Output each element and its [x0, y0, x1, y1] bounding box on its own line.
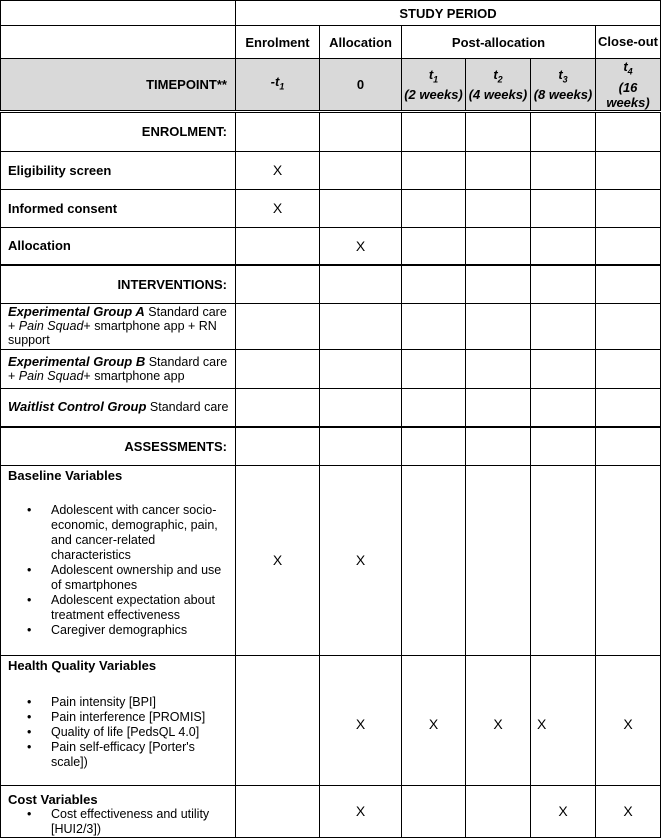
assessments-section-title: ASSESSMENTS:	[1, 427, 236, 465]
health-quality-variables-title: Health Quality Variables	[8, 657, 157, 673]
list-item: • Caregiver demographics	[1, 623, 235, 638]
timepoint-t1: $t_1$ (2 weeks)	[402, 59, 466, 112]
cost-variables-title: Cost Variables	[8, 791, 98, 807]
list-item: • Adolescent with cancer socio-economic, demographic, pain, and cancer-related characteristics	[1, 503, 235, 563]
blank-header-cell	[1, 1, 236, 26]
table-row	[1, 388, 661, 427]
table-row	[1, 227, 661, 265]
mark-cell	[596, 465, 661, 655]
baseline-variables-list	[1, 503, 235, 638]
mark-cell	[236, 785, 320, 837]
col-post-allocation: Post-allocation	[402, 26, 596, 59]
mark-cell: X	[531, 655, 596, 785]
mark-cell	[531, 227, 596, 265]
mark-cell	[531, 151, 596, 189]
list-item: • Adolescent ownership and use of smartphones	[1, 563, 235, 593]
mark-cell	[596, 189, 661, 227]
list-item: • Adolescent expectation about treatment effectiveness	[1, 593, 235, 623]
cost-variables-cell	[1, 785, 236, 837]
timepoint-alloc: 0	[320, 59, 402, 112]
mark-cell	[531, 465, 596, 655]
cost-variables-list	[1, 807, 235, 837]
mark-cell	[466, 227, 531, 265]
mark-cell: X	[466, 655, 531, 785]
col-enrolment: Enrolment	[236, 26, 320, 59]
mark-cell	[466, 785, 531, 837]
mark-cell: X	[596, 655, 661, 785]
mark-cell	[402, 151, 466, 189]
interventions-section-title: INTERVENTIONS:	[1, 265, 236, 303]
group-b-description: Experimental Group B Standard care + Pain Squad+ smartphone app	[1, 349, 236, 388]
timepoint-t4: $t_4$ (16 weeks)	[596, 59, 661, 112]
table-row	[1, 189, 661, 227]
mark-cell	[596, 227, 661, 265]
col-allocation: Allocation	[320, 26, 402, 59]
list-item: • Quality of life [PedsQL 4.0]	[1, 725, 235, 740]
mark-cell	[402, 189, 466, 227]
mark-cell: X	[402, 655, 466, 785]
mark-cell	[236, 655, 320, 785]
list-item: • Pain intensity [BPI]	[1, 695, 235, 710]
timepoint-label: TIMEPOINT**	[1, 59, 236, 112]
blank-header-cell	[1, 26, 236, 59]
health-quality-variables-cell	[1, 655, 236, 785]
enrolment-section-title: ENROLMENT:	[1, 111, 236, 151]
mark-cell	[236, 227, 320, 265]
mark-cell	[466, 189, 531, 227]
mark-cell	[402, 785, 466, 837]
mark-cell: X	[236, 189, 320, 227]
table-row	[1, 349, 661, 388]
mark-cell	[320, 189, 402, 227]
table-row	[1, 785, 661, 837]
table-row	[1, 151, 661, 189]
baseline-variables-cell	[1, 465, 236, 655]
mark-cell: X	[320, 465, 402, 655]
row-label: Eligibility screen	[1, 151, 236, 189]
mark-cell: X	[596, 785, 661, 837]
group-a-description: Experimental Group A Standard care + Pain Squad+ smartphone app + RN support	[1, 303, 236, 349]
list-item: • Pain interference [PROMIS]	[1, 710, 235, 725]
mark-cell: X	[320, 227, 402, 265]
mark-cell	[466, 465, 531, 655]
list-item: • Pain self-efficacy [Porter's scale])	[1, 740, 235, 770]
mark-cell: X	[320, 785, 402, 837]
mark-cell	[531, 189, 596, 227]
control-group-description: Waitlist Control Group Standard care	[1, 388, 236, 427]
list-item: • Cost effectiveness and utility [HUI2/3])	[1, 807, 235, 837]
col-close-out: Close-out	[596, 26, 661, 59]
table-row	[1, 655, 661, 785]
mark-cell	[402, 227, 466, 265]
table-row	[1, 303, 661, 349]
mark-cell: X	[320, 655, 402, 785]
health-quality-variables-list	[1, 695, 235, 770]
row-label: Informed consent	[1, 189, 236, 227]
mark-cell	[320, 151, 402, 189]
study-period-heading: STUDY PERIOD	[236, 1, 661, 26]
timepoint-t2: $t_2$ (4 weeks)	[466, 59, 531, 112]
mark-cell: X	[236, 151, 320, 189]
baseline-variables-title: Baseline Variables	[8, 467, 123, 483]
mark-cell	[466, 151, 531, 189]
row-label: Allocation	[1, 227, 236, 265]
mark-cell	[402, 465, 466, 655]
mark-cell	[596, 151, 661, 189]
mark-cell: X	[236, 465, 320, 655]
timepoint-enrol: $-t_1$	[236, 59, 320, 112]
timepoint-t3: $t_3$ (8 weeks)	[531, 59, 596, 112]
table-row	[1, 465, 661, 655]
mark-cell: X	[531, 785, 596, 837]
